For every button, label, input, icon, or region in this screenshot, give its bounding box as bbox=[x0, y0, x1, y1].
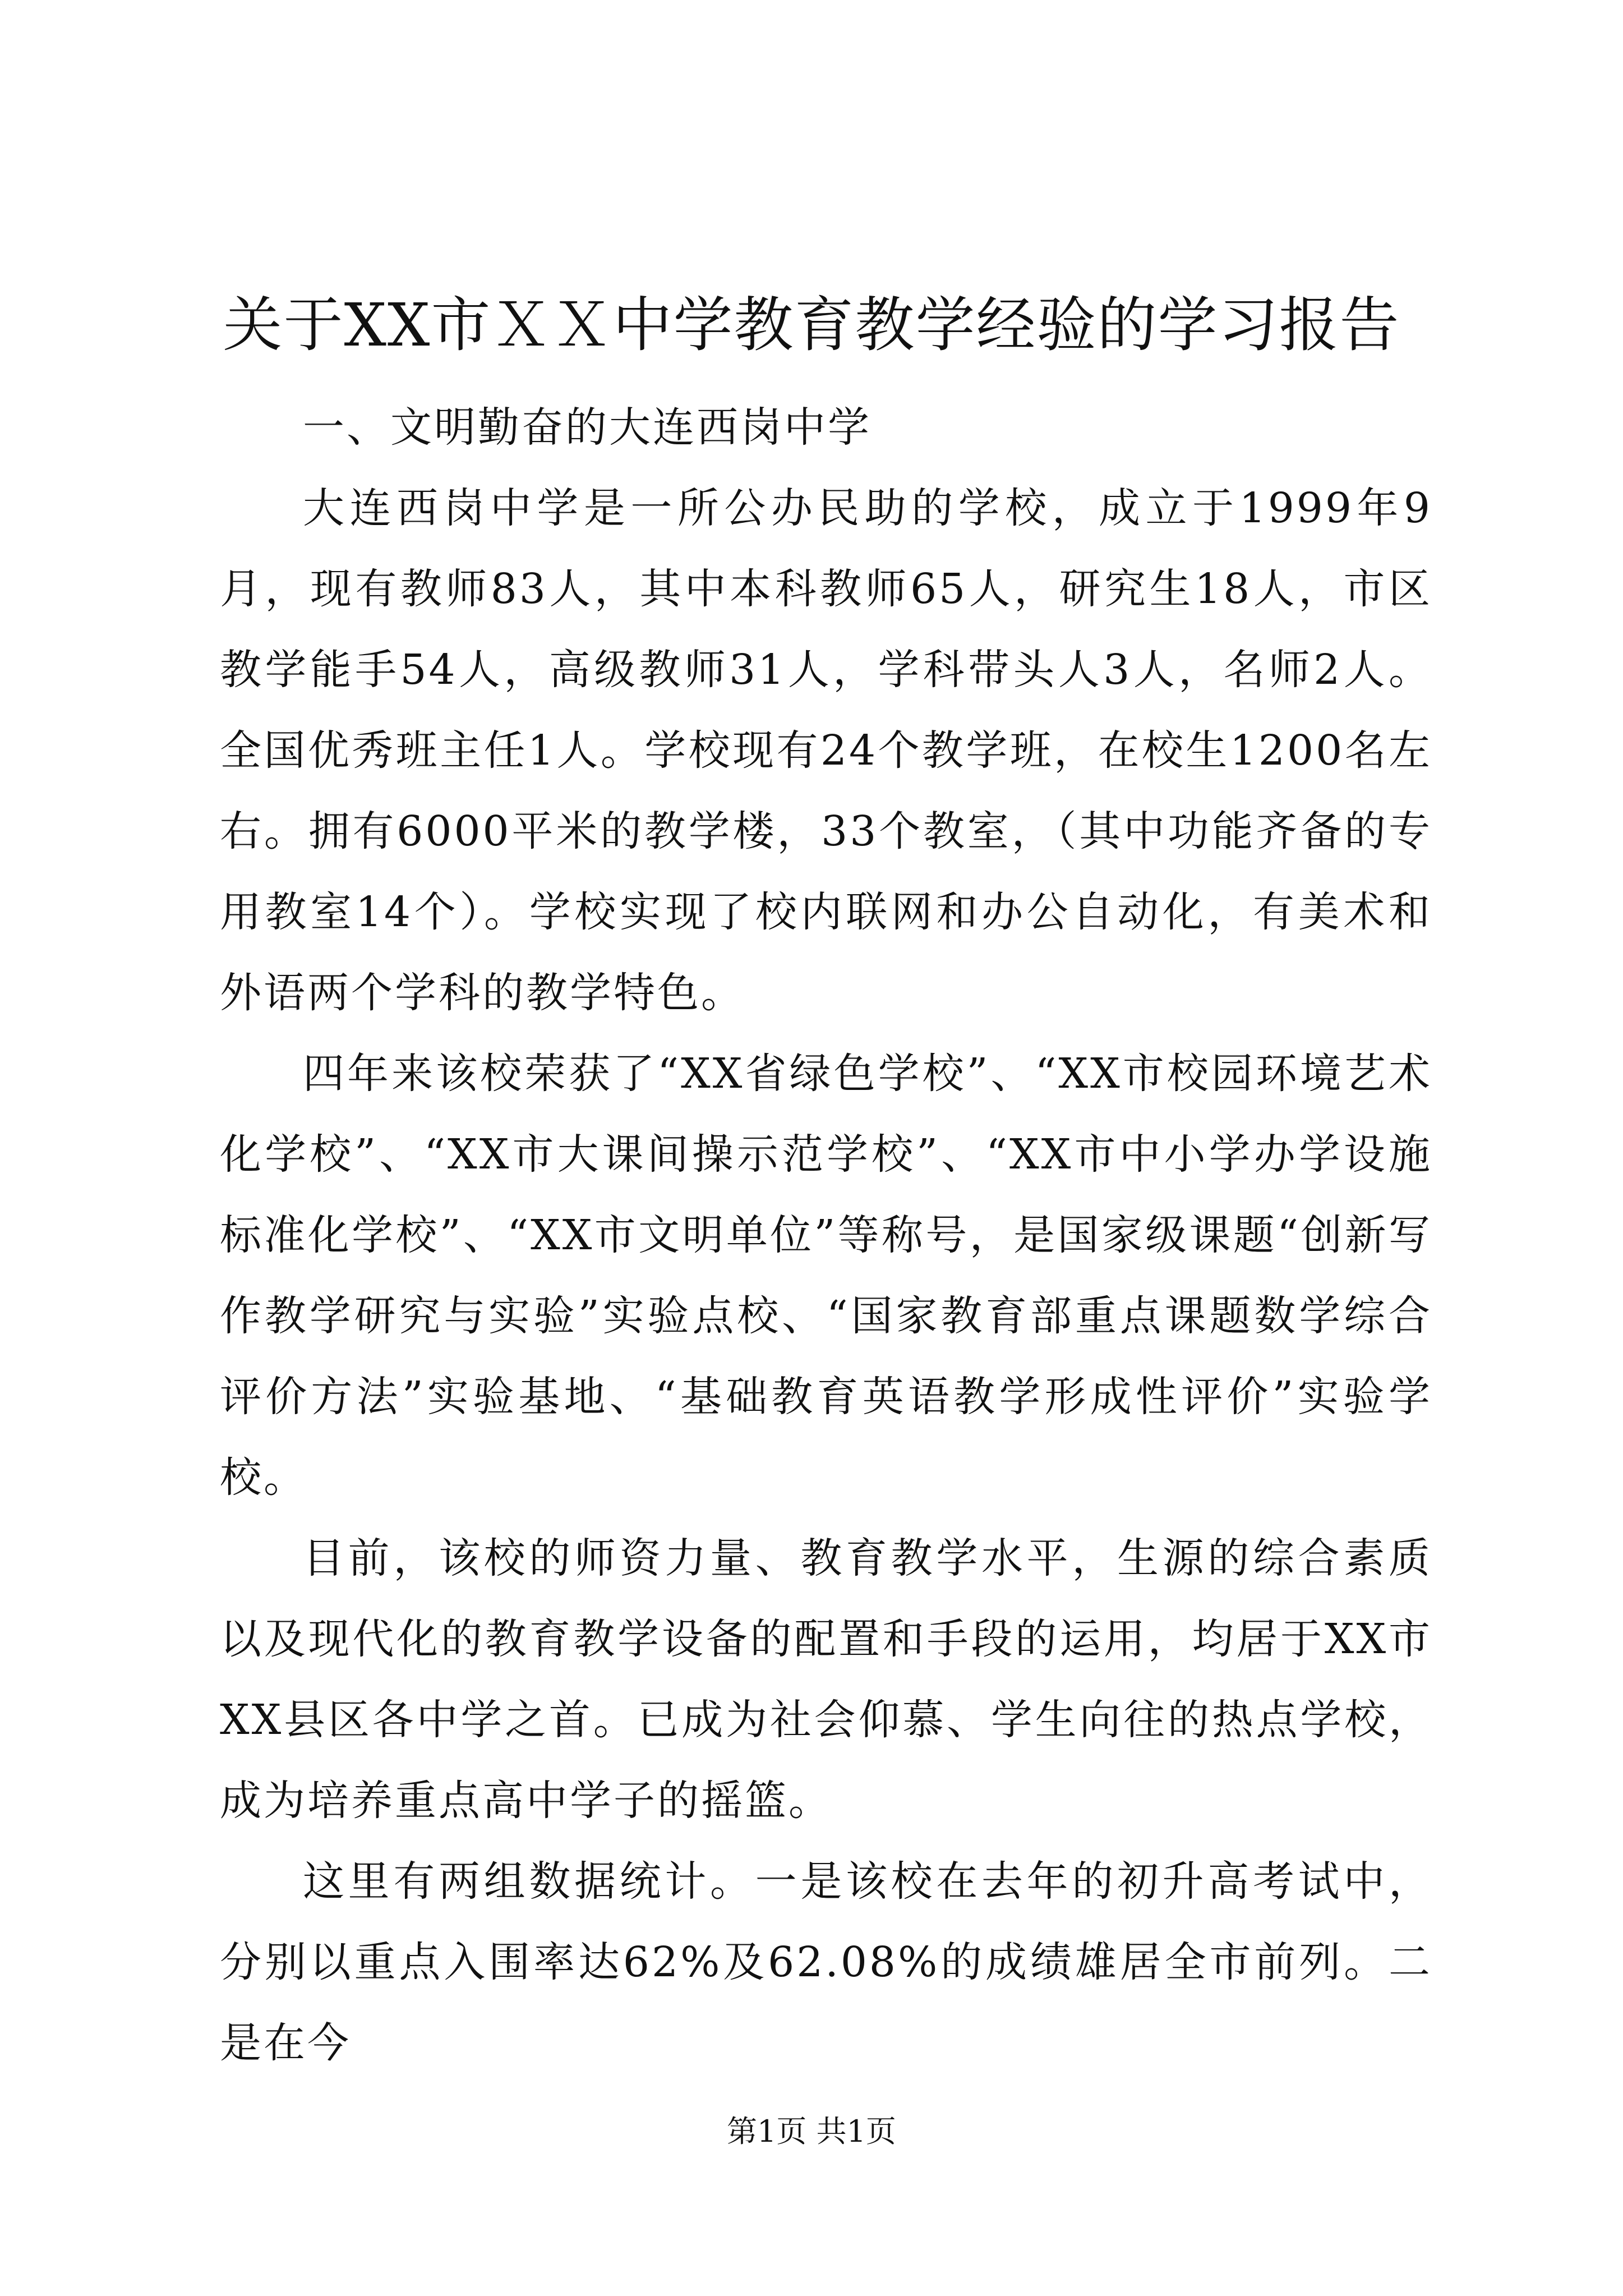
paragraph-honors: 四年来该校荣获了“XX省绿色学校”、“XX市校园环境艺术化学校”、“XX市大课间操示范学校”、“XX市中小学办学设施标准化学校”、“XX市文明单位”等称号，是国家级课题“创新写作教学研究与实验”实验点校、“国家教育部重点课题数学综合评价方法”实验基地、“基础教育英语教学形成性评价”实验学校。 bbox=[220, 1050, 1432, 1502]
document-body bbox=[220, 387, 1432, 2083]
section-heading: 一、文明勤奋的大连西岗中学 bbox=[303, 403, 872, 452]
paragraph-statistics: 这里有两组数据统计。一是该校在去年的初升高考试中，分别以重点入围率达62%及62.08%的成绩雄居全市前列。二是在今 bbox=[220, 1857, 1432, 2067]
document-title: 关于XX市ＸＸ中学教育教学经验的学习报告 bbox=[223, 291, 1400, 360]
paragraph-current-status: 目前，该校的师资力量、教育教学水平，生源的综合素质以及现代化的教育教学设备的配置和手段的运用，均居于XX市XX县区各中学之首。已成为社会仰慕、学生向往的热点学校，成为培养重点高中学子的摇篮。 bbox=[220, 1534, 1432, 1825]
page-footer: 第1页 共1页 bbox=[727, 2114, 896, 2149]
paragraph-school-intro: 大连西岗中学是一所公办民助的学校，成立于1999年9月，现有教师83人，其中本科教师65人，研究生18人，市区教学能手54人，高级教师31人，学科带头人3人，名师2人。全国优秀班主任1人。学校现有24个教学班，在校生1200名左右。拥有6000平米的教学楼，33个教室，（其中功能齐备的专用教室14个）。学校实现了校内联网和办公自动化，有美术和外语两个学科的教学特色。 bbox=[220, 484, 1432, 1017]
